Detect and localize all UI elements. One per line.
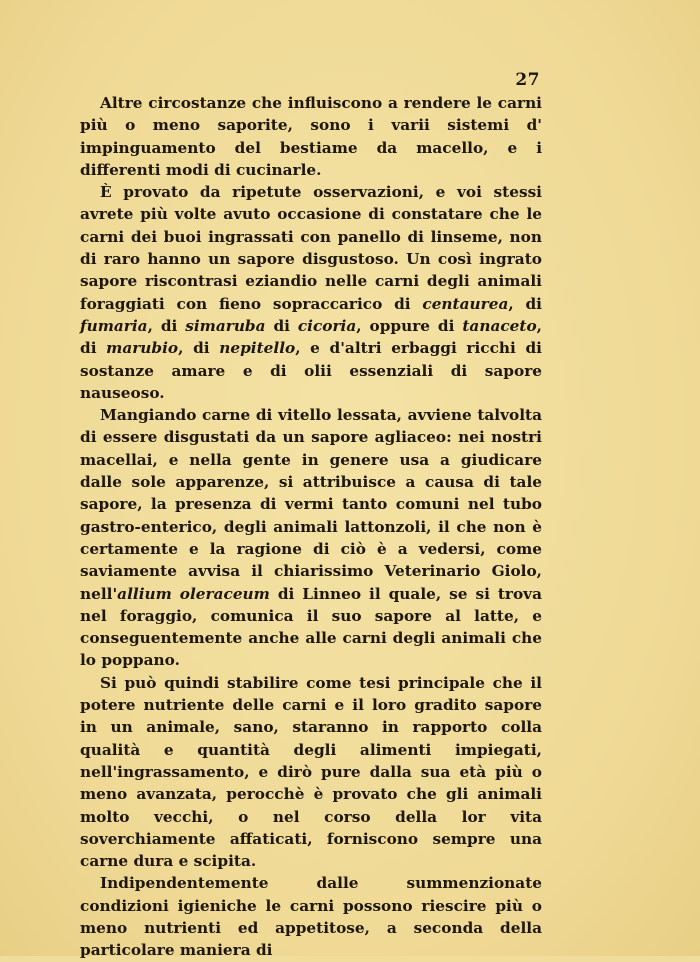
paragraph [80,181,542,404]
paragraph [80,672,542,873]
italic-term: simaruba [185,316,266,335]
text-run: , e d'altri erbaggi ricchi di sostanze amare e di olii essenziali di sapore nauseoso. [80,339,542,402]
italic-term: allium oleraceum [117,584,270,603]
text-run: Indipendentemente dalle summenzionate condizioni igieniche le carni possono riescire più o meno nutrienti ed appetitose, a seconda della particolare maniera di [80,874,542,960]
italic-term: fumaria [80,316,148,335]
text-run: di Linneo il quale, se si trova nel foraggio, comunica il suo sapore al latte, e conseguentemente anche alle carni degli animali che lo poppano. [80,584,542,670]
text-run: di [265,316,298,335]
text-run: Altre circostanze che influiscono a rendere le carni più o meno saporite, sono i varii sistemi d' impinguamento del bestiame da macello, e i differenti modi di cucinarle. [80,94,542,179]
text-run: Mangiando carne di vitello lessata, avviene talvolta di essere disgustati da un sapore agliaceo: nei nostri macellai, e nella gente in genere usa a giudicare dalle sole apparenze, si attribuisce a causa di tale sapore, la presenza di vermi tanto comuni nel tubo gastro-enterico, degli animali lattonzoli, il che non è certamente e la ragione di ciò è a vedersi, come saviamente avvisa il chiarissimo Veterinario Giolo, nell' [80,406,542,603]
paragraph [80,92,542,181]
italic-term: marubio [106,339,179,358]
italic-term: cicoria [297,316,357,335]
text-run: Si può quindi stabilire come tesi principale che il potere nutriente delle carni e il loro gradito sapore in un animale, sano, staranno in rapporto colla qualità e quantità degli alimenti impiegati, nell'ingrassamento, e dirò pure dalla sua età più o meno avanzata, perocchè è provato che gli animali molto vecchi, o nel corso della lor vita soverchiamente affaticati, forniscono sempre una carne dura e scipita. [80,673,542,871]
paragraph [80,404,542,672]
text-run: , di [178,339,220,358]
body-text [80,92,542,962]
italic-term: tanaceto [462,316,537,335]
italic-term: centaurea [422,294,509,313]
text-run: È provato da ripetute osservazioni, e voi stessi avrete più volte avuto occasione di constatare che le carni dei buoi ingrassati con panello di linseme, non di raro hanno un sapore disgustoso. Un così ingrato sapore riscontrasi eziandio nelle carni degli animali foraggiati con fieno sopraccarico di [80,183,542,313]
paragraph [80,872,542,961]
text-run: , di [508,294,542,313]
page-number: 27 [515,70,540,90]
text-run: , di [147,316,186,335]
italic-term: nepitello [219,339,296,358]
text-run: , oppure di [356,316,463,335]
text-run: , di [80,316,542,358]
